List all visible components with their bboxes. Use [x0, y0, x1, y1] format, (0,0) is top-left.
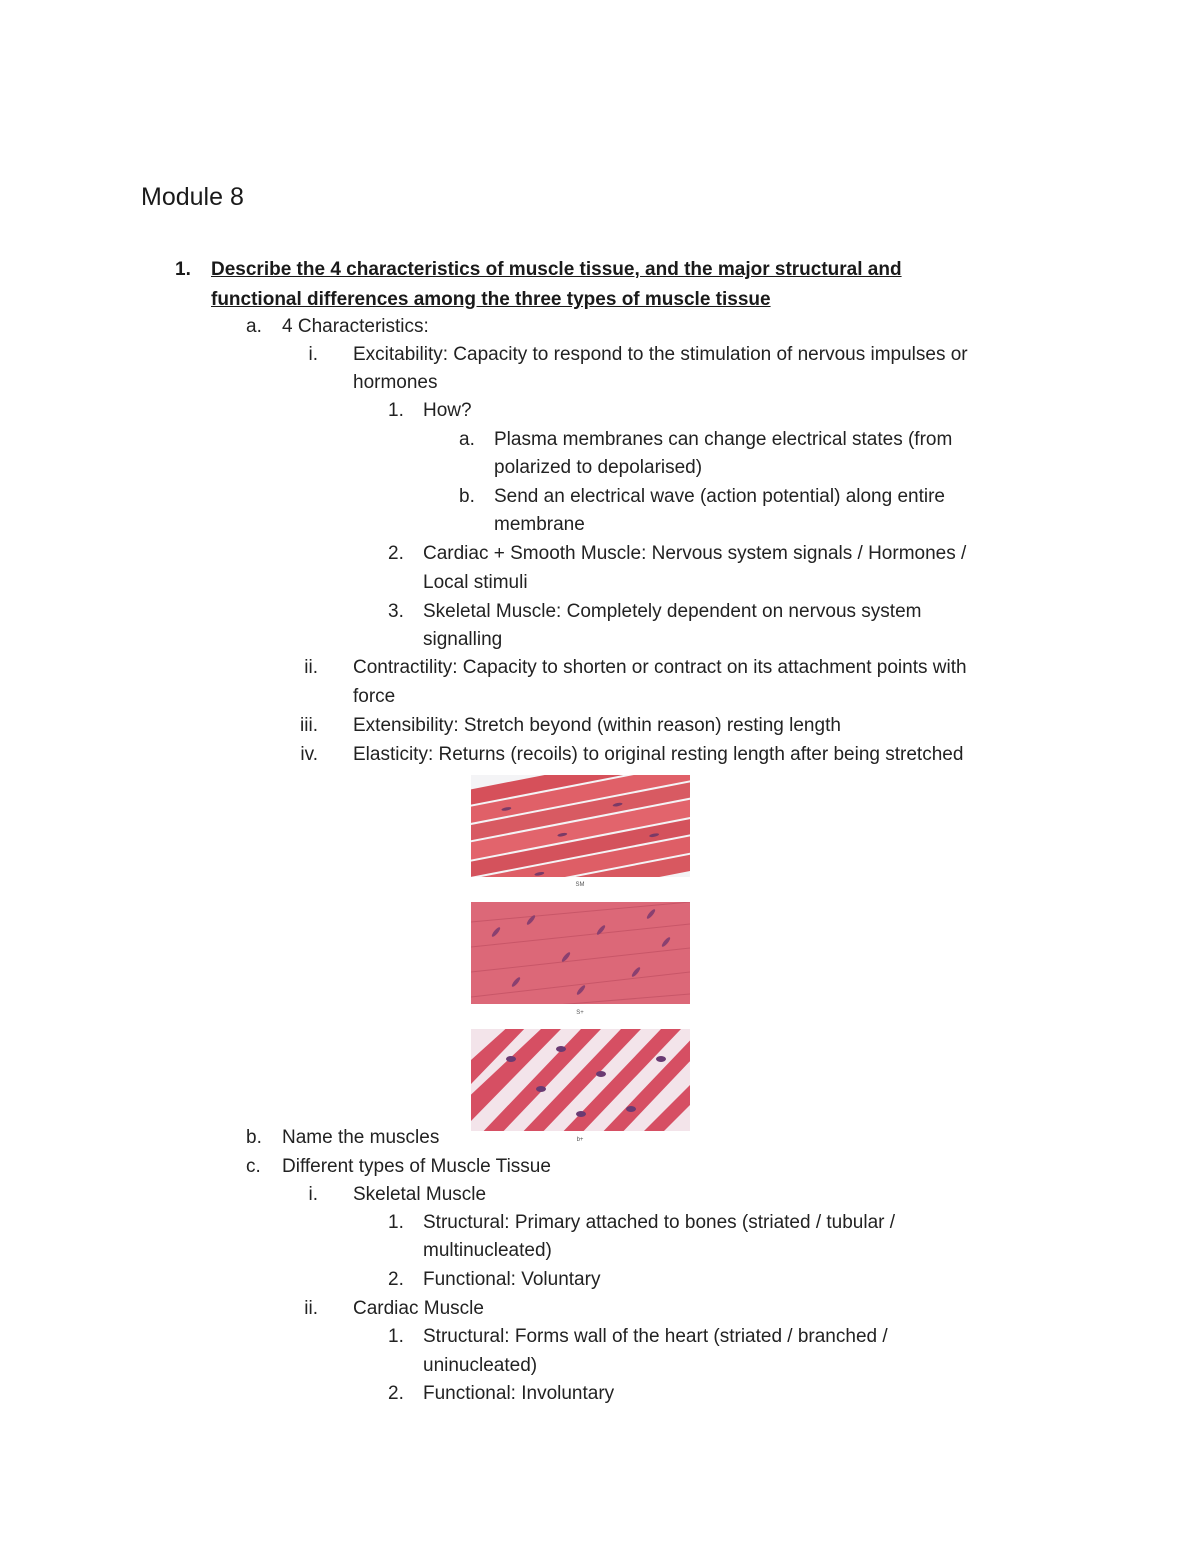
- elasticity-line: Elasticity: Returns (recoils) to original resting length after being stretched: [353, 744, 964, 765]
- cardiac-smooth-line-2: Local stimuli: [423, 572, 528, 593]
- skeletal-muscle-micrograph: [471, 775, 690, 877]
- name-the-muscles: Name the muscles: [282, 1127, 440, 1148]
- smooth-muscle-micrograph: [471, 902, 690, 1004]
- list-marker-b: b.: [246, 1127, 262, 1148]
- electrical-wave-line-2: membrane: [494, 514, 585, 535]
- image-caption-1: SM: [575, 882, 585, 888]
- cardiac-structural-line-2: uninucleated): [423, 1355, 538, 1376]
- list-marker-iv: iv.: [300, 744, 318, 765]
- list-marker-how-a: a.: [459, 429, 475, 450]
- cardiac-muscle-micrograph: [471, 1029, 690, 1131]
- list-marker-i: i.: [308, 344, 318, 365]
- smooth-muscle-drawing: [471, 902, 690, 1004]
- excitability-line-1: Excitability: Capacity to respond to the stimulation of nervous impulses or: [353, 344, 968, 365]
- list-marker-c-i: i.: [308, 1184, 318, 1205]
- electrical-wave-line-1: Send an electrical wave (action potential) along entire: [494, 486, 945, 507]
- list-marker-1: 1.: [388, 400, 404, 421]
- extensibility-line: Extensibility: Stretch beyond (within reason) resting length: [353, 715, 841, 736]
- cardiac-muscle-heading: Cardiac Muscle: [353, 1298, 484, 1319]
- excitability-line-2: hormones: [353, 372, 438, 393]
- image-caption-3: b+: [576, 1137, 584, 1143]
- list-marker-c-i-2: 2.: [388, 1269, 404, 1290]
- cardiac-smooth-line-1: Cardiac + Smooth Muscle: Nervous system signals / Hormones /: [423, 543, 967, 564]
- skeletal-structural-line-2: multinucleated): [423, 1240, 552, 1261]
- question-number: 1.: [175, 259, 191, 280]
- skeletal-functional: Functional: Voluntary: [423, 1269, 601, 1290]
- image-caption-2: S+: [576, 1010, 584, 1016]
- page-title: Module 8: [141, 183, 244, 211]
- list-marker-c: c.: [246, 1156, 261, 1177]
- question-1: [175, 255, 902, 285]
- list-marker-c-ii-2: 2.: [388, 1383, 404, 1404]
- contractility-line-1: Contractility: Capacity to shorten or contract on its attachment points with: [353, 657, 967, 678]
- list-marker-iii: iii.: [300, 715, 318, 736]
- skeletal-dependent-line-1: Skeletal Muscle: Completely dependent on nervous system: [423, 601, 922, 622]
- plasma-membranes-line-1: Plasma membranes can change electrical states (from: [494, 429, 953, 450]
- how-item: How?: [423, 400, 472, 421]
- different-types-heading: Different types of Muscle Tissue: [282, 1156, 551, 1177]
- list-marker-c-ii: ii.: [304, 1298, 318, 1319]
- skeletal-dependent-line-2: signalling: [423, 629, 503, 650]
- contractility-line-2: force: [353, 686, 396, 707]
- list-marker-3: 3.: [388, 601, 404, 622]
- list-marker-how-b: b.: [459, 486, 475, 507]
- list-marker-c-ii-1: 1.: [388, 1326, 404, 1347]
- list-marker-ii: ii.: [304, 657, 318, 678]
- list-marker-a: a.: [246, 316, 262, 337]
- skeletal-muscle-drawing: [471, 775, 690, 877]
- list-marker-c-i-1: 1.: [388, 1212, 404, 1233]
- question-line-2: functional differences among the three types of muscle tissue: [211, 289, 771, 310]
- list-marker-2: 2.: [388, 543, 404, 564]
- skeletal-structural-line-1: Structural: Primary attached to bones (striated / tubular /: [423, 1212, 896, 1233]
- plasma-membranes-line-2: polarized to depolarised): [494, 457, 703, 478]
- cardiac-functional: Functional: Involuntary: [423, 1383, 615, 1404]
- skeletal-muscle-heading: Skeletal Muscle: [353, 1184, 487, 1205]
- characteristics-heading: 4 Characteristics:: [282, 316, 429, 337]
- cardiac-structural-line-1: Structural: Forms wall of the heart (striated / branched /: [423, 1326, 888, 1347]
- cardiac-muscle-drawing: [471, 1029, 690, 1131]
- question-line-1: Describe the 4 characteristics of muscle tissue, and the major structural and: [211, 259, 902, 280]
